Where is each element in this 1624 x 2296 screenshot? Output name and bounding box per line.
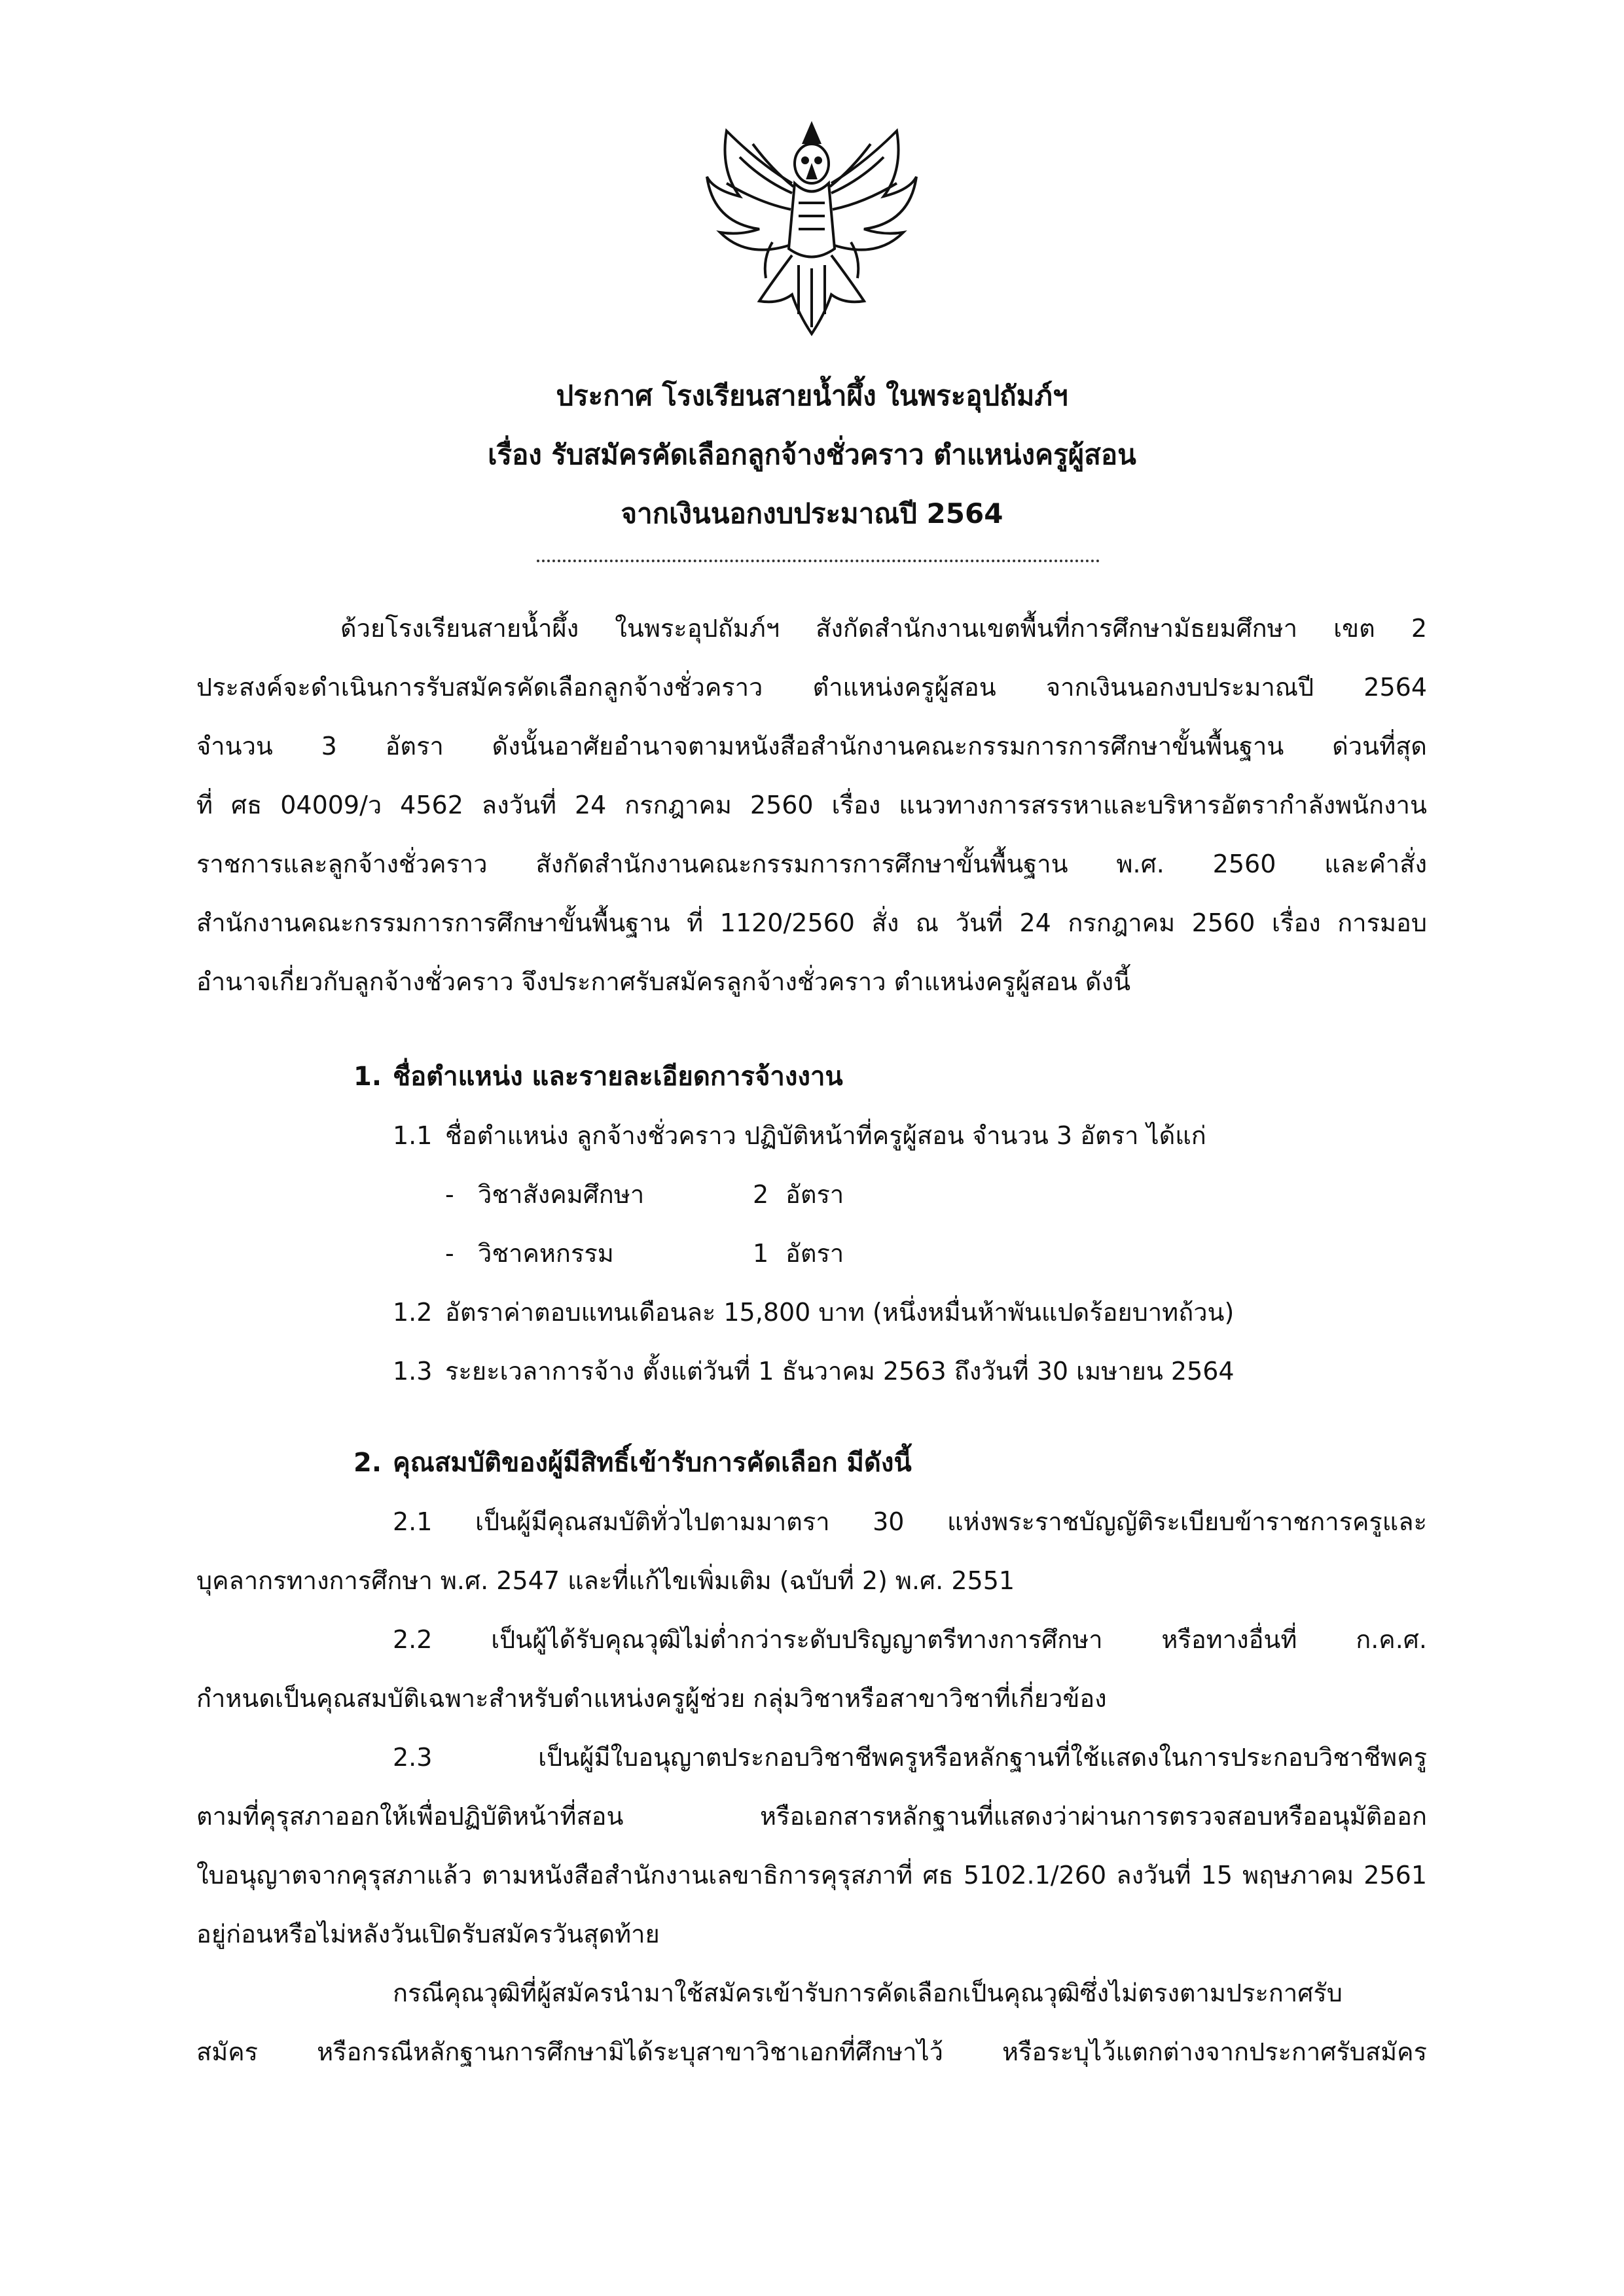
- item-1-3: [393, 1352, 1235, 1391]
- item-2-3-line: 2.3 เป็นผู้มีใบอนุญาตประกอบวิชาชีพครูหรือหลักฐานที่ใช้แสดงในการประกอบวิชาชีพครู: [393, 1743, 1427, 1772]
- section-title: คุณสมบัติของผู้มีสิทธิ์เข้ารับการคัดเลือก มีดังนี้: [393, 1448, 912, 1478]
- intro-line: สำนักงานคณะกรรมการการศึกษาขั้นพื้นฐาน ที่ 1120/2560 สั่ง ณ วันที่ 24 กรกฎาคม 2560 เรื่อง การมอบ: [196, 908, 1427, 937]
- item-2-1-line: 2.1 เป็นผู้มีคุณสมบัติทั่วไปตามมาตรา 30 แห่งพระราชบัญญัติระเบียบข้าราชการครูและ: [393, 1507, 1427, 1536]
- dotted-divider: [537, 560, 1100, 562]
- announcement-budget-line: จากเงินนอกงบประมาณปี 2564: [621, 497, 1003, 529]
- garuda-emblem: [700, 118, 923, 344]
- section-2-heading: [353, 1443, 912, 1482]
- subject-count: 2: [753, 1180, 769, 1209]
- bullet: -: [445, 1239, 454, 1268]
- item-2-2-line: 2.2 เป็นผู้ได้รับคุณวุฒิไม่ต่ำกว่าระดับปริญญาตรีทางการศึกษา หรือทางอื่นที่ ก.ค.ศ.: [393, 1625, 1427, 1654]
- note-line: สมัคร หรือกรณีหลักฐานการศึกษามิได้ระบุสาขาวิชาเอกที่ศึกษาไว้ หรือระบุไว้แตกต่างจากประกาศรับสมัคร: [196, 2037, 1427, 2066]
- subject-row: [445, 1175, 844, 1214]
- intro-line: จำนวน 3 อัตรา ดังนั้นอาศัยอำนาจตามหนังสือสำนักงานคณะกรรมการการศึกษาขั้นพื้นฐาน ด่วนที่สุด: [196, 732, 1427, 761]
- item-2-3-line: ตามที่คุรุสภาออกให้เพื่อปฏิบัติหน้าที่สอน หรือเอกสารหลักฐานที่แสดงว่าผ่านการตรวจสอบหรืออนุมัติออก: [196, 1802, 1427, 1831]
- subject-count: 1: [753, 1239, 769, 1268]
- item-2-2-line: กำหนดเป็นคุณสมบัติเฉพาะสำหรับตำแหน่งครูผู้ช่วย กลุ่มวิชาหรือสาขาวิชาที่เกี่ยวข้อง: [196, 1684, 1107, 1713]
- item-2-3-line: ใบอนุญาตจากคุรุสภาแล้ว ตามหนังสือสำนักงานเลขาธิการคุรุสภาที่ ศธ 5102.1/260 ลงวันที่ 15 พฤษภาคม 2561: [196, 1861, 1427, 1890]
- subject-name: วิชาคหกรรม: [478, 1239, 614, 1268]
- item-2-3-line: อยู่ก่อนหรือไม่หลังวันเปิดรับสมัครวันสุดท้าย: [196, 1920, 660, 1948]
- announcement-subject: เรื่อง รับสมัครคัดเลือกลูกจ้างชั่วคราว ตำแหน่งครูผู้สอน: [488, 439, 1136, 471]
- subject-name: วิชาสังคมศึกษา: [478, 1180, 645, 1209]
- item-text: อัตราค่าตอบแทนเดือนละ 15,800 บาท (หนึ่งหมื่นห้าพันแปดร้อยบาทถ้วน): [445, 1298, 1235, 1327]
- item-number: 1.1: [393, 1121, 433, 1150]
- intro-line: ที่ ศธ 04009/ว 4562 ลงวันที่ 24 กรกฎาคม 2560 เรื่อง แนวทางการสรรหาและบริหารอัตรากำลังพนักงาน: [196, 791, 1427, 819]
- subject-unit: อัตรา: [785, 1180, 844, 1209]
- intro-line: อำนาจเกี่ยวกับลูกจ้างชั่วคราว จึงประกาศรับสมัครลูกจ้างชั่วคราว ตำแหน่งครูผู้สอน ดังนี้: [196, 967, 1131, 996]
- item-number: 1.3: [393, 1357, 433, 1386]
- subject-row: [445, 1234, 844, 1273]
- item-text: ระยะเวลาการจ้าง ตั้งแต่วันที่ 1 ธันวาคม 2563 ถึงวันที่ 30 เมษายน 2564: [445, 1357, 1235, 1386]
- item-1-2: [393, 1293, 1234, 1332]
- intro-line: ราชการและลูกจ้างชั่วคราว สังกัดสำนักงานคณะกรรมการการศึกษาขั้นพื้นฐาน พ.ศ. 2560 และคำสั่ง: [196, 850, 1427, 878]
- section-1-heading: [353, 1057, 843, 1096]
- item-number: 1.2: [393, 1298, 433, 1327]
- section-number: 2.: [353, 1448, 382, 1478]
- bullet: -: [445, 1180, 454, 1209]
- intro-line: ประสงค์จะดำเนินการรับสมัครคัดเลือกลูกจ้างชั่วคราว ตำแหน่งครูผู้สอน จากเงินนอกงบประมาณปี 2564: [196, 673, 1427, 702]
- item-1-1: [393, 1116, 1206, 1155]
- subject-unit: อัตรา: [785, 1239, 844, 1268]
- item-text: ชื่อตำแหน่ง ลูกจ้างชั่วคราว ปฏิบัติหน้าที่ครูผู้สอน จำนวน 3 อัตรา ได้แก่: [445, 1121, 1206, 1150]
- announcement-title: ประกาศ โรงเรียนสายน้ำผึ้ง ในพระอุปถัมภ์ฯ: [556, 380, 1068, 412]
- item-2-1-line: บุคลากรทางการศึกษา พ.ศ. 2547 และที่แก้ไขเพิ่มเติม (ฉบับที่ 2) พ.ศ. 2551: [196, 1566, 1015, 1595]
- section-number: 1.: [353, 1062, 382, 1092]
- intro-line: ด้วยโรงเรียนสายน้ำผึ้ง ในพระอุปถัมภ์ฯ สังกัดสำนักงานเขตพื้นที่การศึกษามัธยมศึกษา เขต 2: [340, 614, 1427, 643]
- section-title: ชื่อตำแหน่ง และรายละเอียดการจ้างงาน: [393, 1062, 843, 1092]
- note-line: กรณีคุณวุฒิที่ผู้สมัครนำมาใช้สมัครเข้ารับการคัดเลือกเป็นคุณวุฒิซึ่งไม่ตรงตามประกาศรับ: [393, 1979, 1343, 2007]
